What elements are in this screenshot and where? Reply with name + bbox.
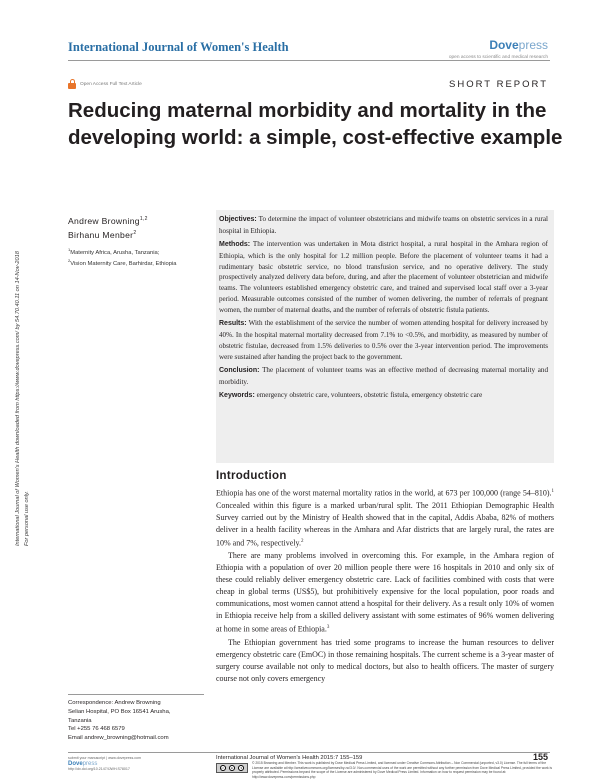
footer-divider bbox=[68, 752, 550, 753]
author[interactable]: Andrew Browning$^{1,2}$ bbox=[68, 215, 148, 226]
affiliation: $^1$Maternity Africa, Arusha, Tanzania; bbox=[68, 246, 160, 256]
open-access-lock-icon bbox=[68, 79, 76, 89]
creative-commons-icon[interactable] bbox=[216, 763, 248, 773]
logo-press: press bbox=[518, 38, 548, 52]
correspondence-address: Selian Hospital, PO Box 16541 Arusha, bbox=[68, 708, 171, 715]
abstract-results: Results: With the establishment of the service the number of women attending hospital for delivery increased by 40%. In the hospital maternal mortality decreased from 7.1% to <0.5%, and morbidity, as measured by number of obstetric fistulae, decreased from 1.5% deliveries to 0.5% over the 3-year intervention period. The improvements were sustained after handing the project back to the government. bbox=[219, 319, 548, 361]
download-sidebar-note bbox=[6, 126, 36, 546]
citation-ref[interactable]: 2 bbox=[301, 538, 304, 544]
journal-name[interactable]: International Journal of Women's Health bbox=[68, 40, 289, 54]
open-access-label bbox=[68, 79, 142, 89]
dovepress-logo[interactable] bbox=[449, 38, 548, 52]
correspondence-block bbox=[68, 699, 208, 743]
cc-circle: cc bbox=[221, 766, 225, 770]
publisher-tagline: open access to scientific and medical research bbox=[448, 55, 548, 60]
intro-paragraph-1: Ethiopia has one of the worst maternal mortality ratios in the world, at 673 per 100,000 (range 54–810).$^1$ Concealed within this figure is a marked urban/rural split. The 2011 Ethiopian Demographic Health Survey carried out by the Ministry of Health showed that in the capital, Addis Ababa, 82% of mothers deliver in a health facility whereas in the Amhara and Afar districts that are largely rural, the rates are 10% and 7%, respectively.$^2$ bbox=[216, 488, 554, 548]
submit-manuscript-link[interactable]: submit your manuscript | www.dovepress.com bbox=[68, 756, 142, 760]
article-title: Reducing maternal morbidity and mortality in the developing world: a simple, cost-effective example bbox=[68, 99, 563, 149]
open-access-text: Open Access Full Text Article bbox=[80, 81, 142, 87]
correspondence-country: Tanzania bbox=[68, 717, 92, 724]
nc-circle-icon: $ bbox=[238, 765, 244, 771]
footer-dovepress-logo[interactable]: Dovepress bbox=[68, 760, 98, 767]
introduction-body bbox=[216, 486, 554, 685]
abstract-box bbox=[216, 210, 554, 463]
intro-paragraph-3: The Ethiopian government has tried some programs to increase the human resources to deliver emergency obstetric care (EmOC) in those remaining hospitals. The current scheme is a 3-year master of surgery course available not only to medical doctors, but also to health officers. The master of surgery course not only covers emergency bbox=[216, 637, 554, 683]
affiliations bbox=[68, 246, 208, 269]
abstract-methods: Methods: The intervention was undertaken in Mota district hospital, a rural hospital in the Amhara region of Ethiopia, which is the only hospital for 1.2 million people. Before the placement of volunteer teams it had a rudimentary basic obstetric service, no blood transfusion service, and no operative delivery. The study prospectively analyzed delivery data before, during, and after the placement of volunteer obstetrician and midwife teams. The volunteers established emergency obstetric care, and trained and supervised local staff over a 3-year period. Measurable outcomes consisted of the number of women delivering, the number of referrals of pregnant women, the number of maternal deaths, and the number of referrals of obstetric fistula patients. bbox=[219, 240, 548, 314]
license-text: © 2015 Browning and Menber. This work is published by Dove Medical Press Limited, and licensed under Creative Commons Attribution – Non Commercial (unported, v3.0) License. The full terms of the License are available at http://creativecommons.org/licenses/by-nc/3.0/. Non-commercial uses of the work are permitted without any further permission from Dove Medical Press Limited, provided the work is properly attributed. Permissions beyond the scope of the License are administered by Dove Medical Press Limited. Information on how to request permission may be found at: http://www.dovepress.com/permissions.php bbox=[252, 761, 552, 779]
doi-link[interactable]: http://dx.doi.org/10.2147/IJWH.S78017 bbox=[68, 767, 130, 771]
intro-paragraph-2: There are many problems involved in overcoming this. For example, in the Amhara region of Ethiopia with a population of over 20 million people there were 16 hospitals in 2010 and only six of these could reliably deliver emergency obstetric care. Lack of facilities combined with costs that were cheap in global terms (US$5), but prohibitively expensive for the local population, poor roads and communications, most women cannot attend a hospital for their delivery. As a result only 10% of women in Ethiopia receive help from a skilled delivery assistant with some estimates of 96% women delivering at home in some areas of Ethiopia.$^3$ bbox=[216, 551, 554, 634]
citation-ref[interactable]: 1 bbox=[551, 489, 554, 494]
correspondence-phone: Tel +255 76 468 6579 bbox=[68, 726, 125, 733]
publisher-block bbox=[449, 38, 548, 60]
page-number: 155 bbox=[532, 752, 548, 762]
by-circle-icon: ● bbox=[230, 766, 233, 770]
logo-dove: Dove bbox=[489, 38, 519, 52]
personal-use-note: For personal use only. bbox=[24, 491, 30, 546]
citation-ref[interactable]: 3 bbox=[326, 625, 330, 631]
affiliation: $^2$Vision Maternity Care, Barhirdar, Ethiopia bbox=[68, 258, 177, 267]
article-type: SHORT REPORT bbox=[449, 79, 548, 90]
correspondence-divider bbox=[68, 694, 204, 695]
introduction-heading: Introduction bbox=[216, 470, 287, 482]
abstract-conclusion: Conclusion: The placement of volunteer teams was an effective method of decreasing maternal mortality and morbidity. bbox=[219, 365, 548, 386]
footer-publisher bbox=[68, 756, 141, 773]
header-divider bbox=[68, 60, 550, 61]
download-note-line: International Journal of Women's Health downloaded from https://www.dovepress.com/ by 54.70.40.11 on 14-Nov-2018 bbox=[15, 251, 21, 546]
abstract-objectives: Objectives: To determine the impact of volunteer obstetricians and midwife teams on obstetric services in a rural hospital in Ethiopia. bbox=[219, 215, 548, 235]
footer-citation: International Journal of Women's Health 2015:7 155–159 bbox=[216, 755, 363, 761]
correspondence-label: Correspondence: Andrew Browning bbox=[68, 700, 161, 706]
author[interactable]: Birhanu Menber$^2$ bbox=[68, 229, 137, 240]
author-block bbox=[68, 213, 208, 268]
correspondence-email[interactable]: Email andrew_browning@hotmail.com bbox=[68, 735, 169, 742]
abstract-keywords: Keywords: emergency obstetric care, volunteers, obstetric fistula, emergency obstetric care bbox=[219, 390, 483, 399]
